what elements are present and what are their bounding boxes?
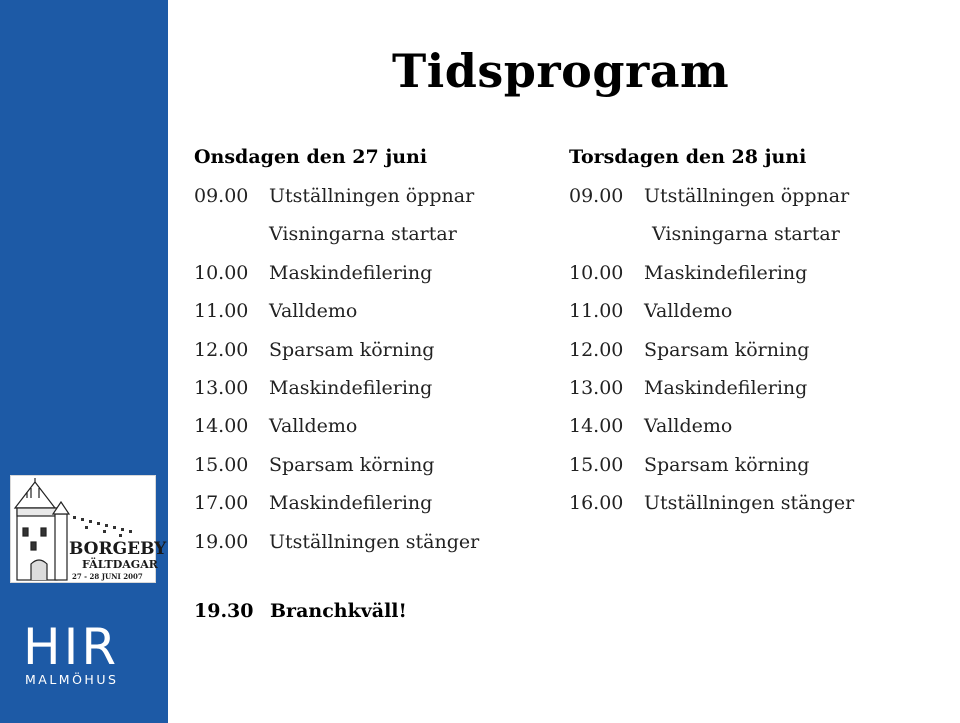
schedule-time: 10.00: [569, 261, 624, 284]
schedule-activity: Maskindefilering: [644, 261, 808, 284]
evening-activity: Branchkväll!: [270, 600, 407, 622]
logo-dates: 27 - 28 JUNI 2007: [72, 572, 143, 581]
schedule-activity: Utställningen stänger: [644, 492, 855, 515]
schedule-activity: Valldemo: [269, 300, 358, 323]
schedule-time: 12.00: [194, 338, 249, 361]
hir-region: MALMÖHUS: [25, 672, 119, 687]
schedule-activity: Sparsam körning: [644, 338, 810, 361]
evening-time: 19.30: [194, 600, 254, 622]
schedule-activity: Maskindefilering: [269, 261, 433, 284]
schedule-activity: Utställningen öppnar: [644, 185, 850, 207]
schedule-time: 11.00: [569, 300, 624, 323]
schedule-time: 19.00: [194, 530, 249, 553]
schedule-time: 17.00: [194, 492, 249, 515]
day2-item-note: Visningarna startar: [652, 223, 840, 246]
schedule-activity: Maskindefilering: [269, 377, 433, 399]
schedule-time: 15.00: [569, 453, 624, 476]
logo-subtitle: FÄLTDAGAR: [82, 558, 158, 571]
page-title: Tidsprogram: [392, 44, 730, 98]
schedule-activity: Maskindefilering: [644, 377, 808, 399]
schedule-activity: Valldemo: [644, 415, 733, 438]
day1-heading: Onsdagen den 27 juni: [194, 146, 428, 168]
schedule-time: 14.00: [569, 415, 624, 438]
hir-logo: HIR: [23, 618, 120, 676]
schedule-time: 13.00: [194, 377, 249, 399]
schedule-time: 13.00: [569, 377, 624, 399]
schedule-activity: Valldemo: [269, 415, 358, 438]
borgeby-logo: [10, 475, 167, 583]
schedule-time: 11.00: [194, 300, 249, 323]
schedule-activity: Sparsam körning: [269, 338, 435, 361]
day2-heading: Torsdagen den 28 juni: [569, 146, 807, 168]
schedule-time: 09.00: [194, 185, 249, 207]
schedule-time: 09.00: [569, 185, 624, 207]
logo-name: BORGEBY: [69, 539, 167, 559]
schedule-time: 15.00: [194, 453, 249, 476]
schedule-activity: Utställningen stänger: [269, 530, 480, 553]
schedule-time: 12.00: [569, 338, 624, 361]
schedule-activity: Valldemo: [644, 300, 733, 323]
schedule-activity: Sparsam körning: [269, 453, 435, 476]
schedule-time: 10.00: [194, 261, 249, 284]
schedule-activity: Maskindefilering: [269, 492, 433, 515]
day1-item-note: Visningarna startar: [269, 223, 457, 246]
schedule-time: 14.00: [194, 415, 249, 438]
sidebar: [0, 0, 168, 723]
schedule-time: 16.00: [569, 492, 624, 515]
schedule-activity: Utställningen öppnar: [269, 185, 475, 207]
schedule-activity: Sparsam körning: [644, 453, 810, 476]
